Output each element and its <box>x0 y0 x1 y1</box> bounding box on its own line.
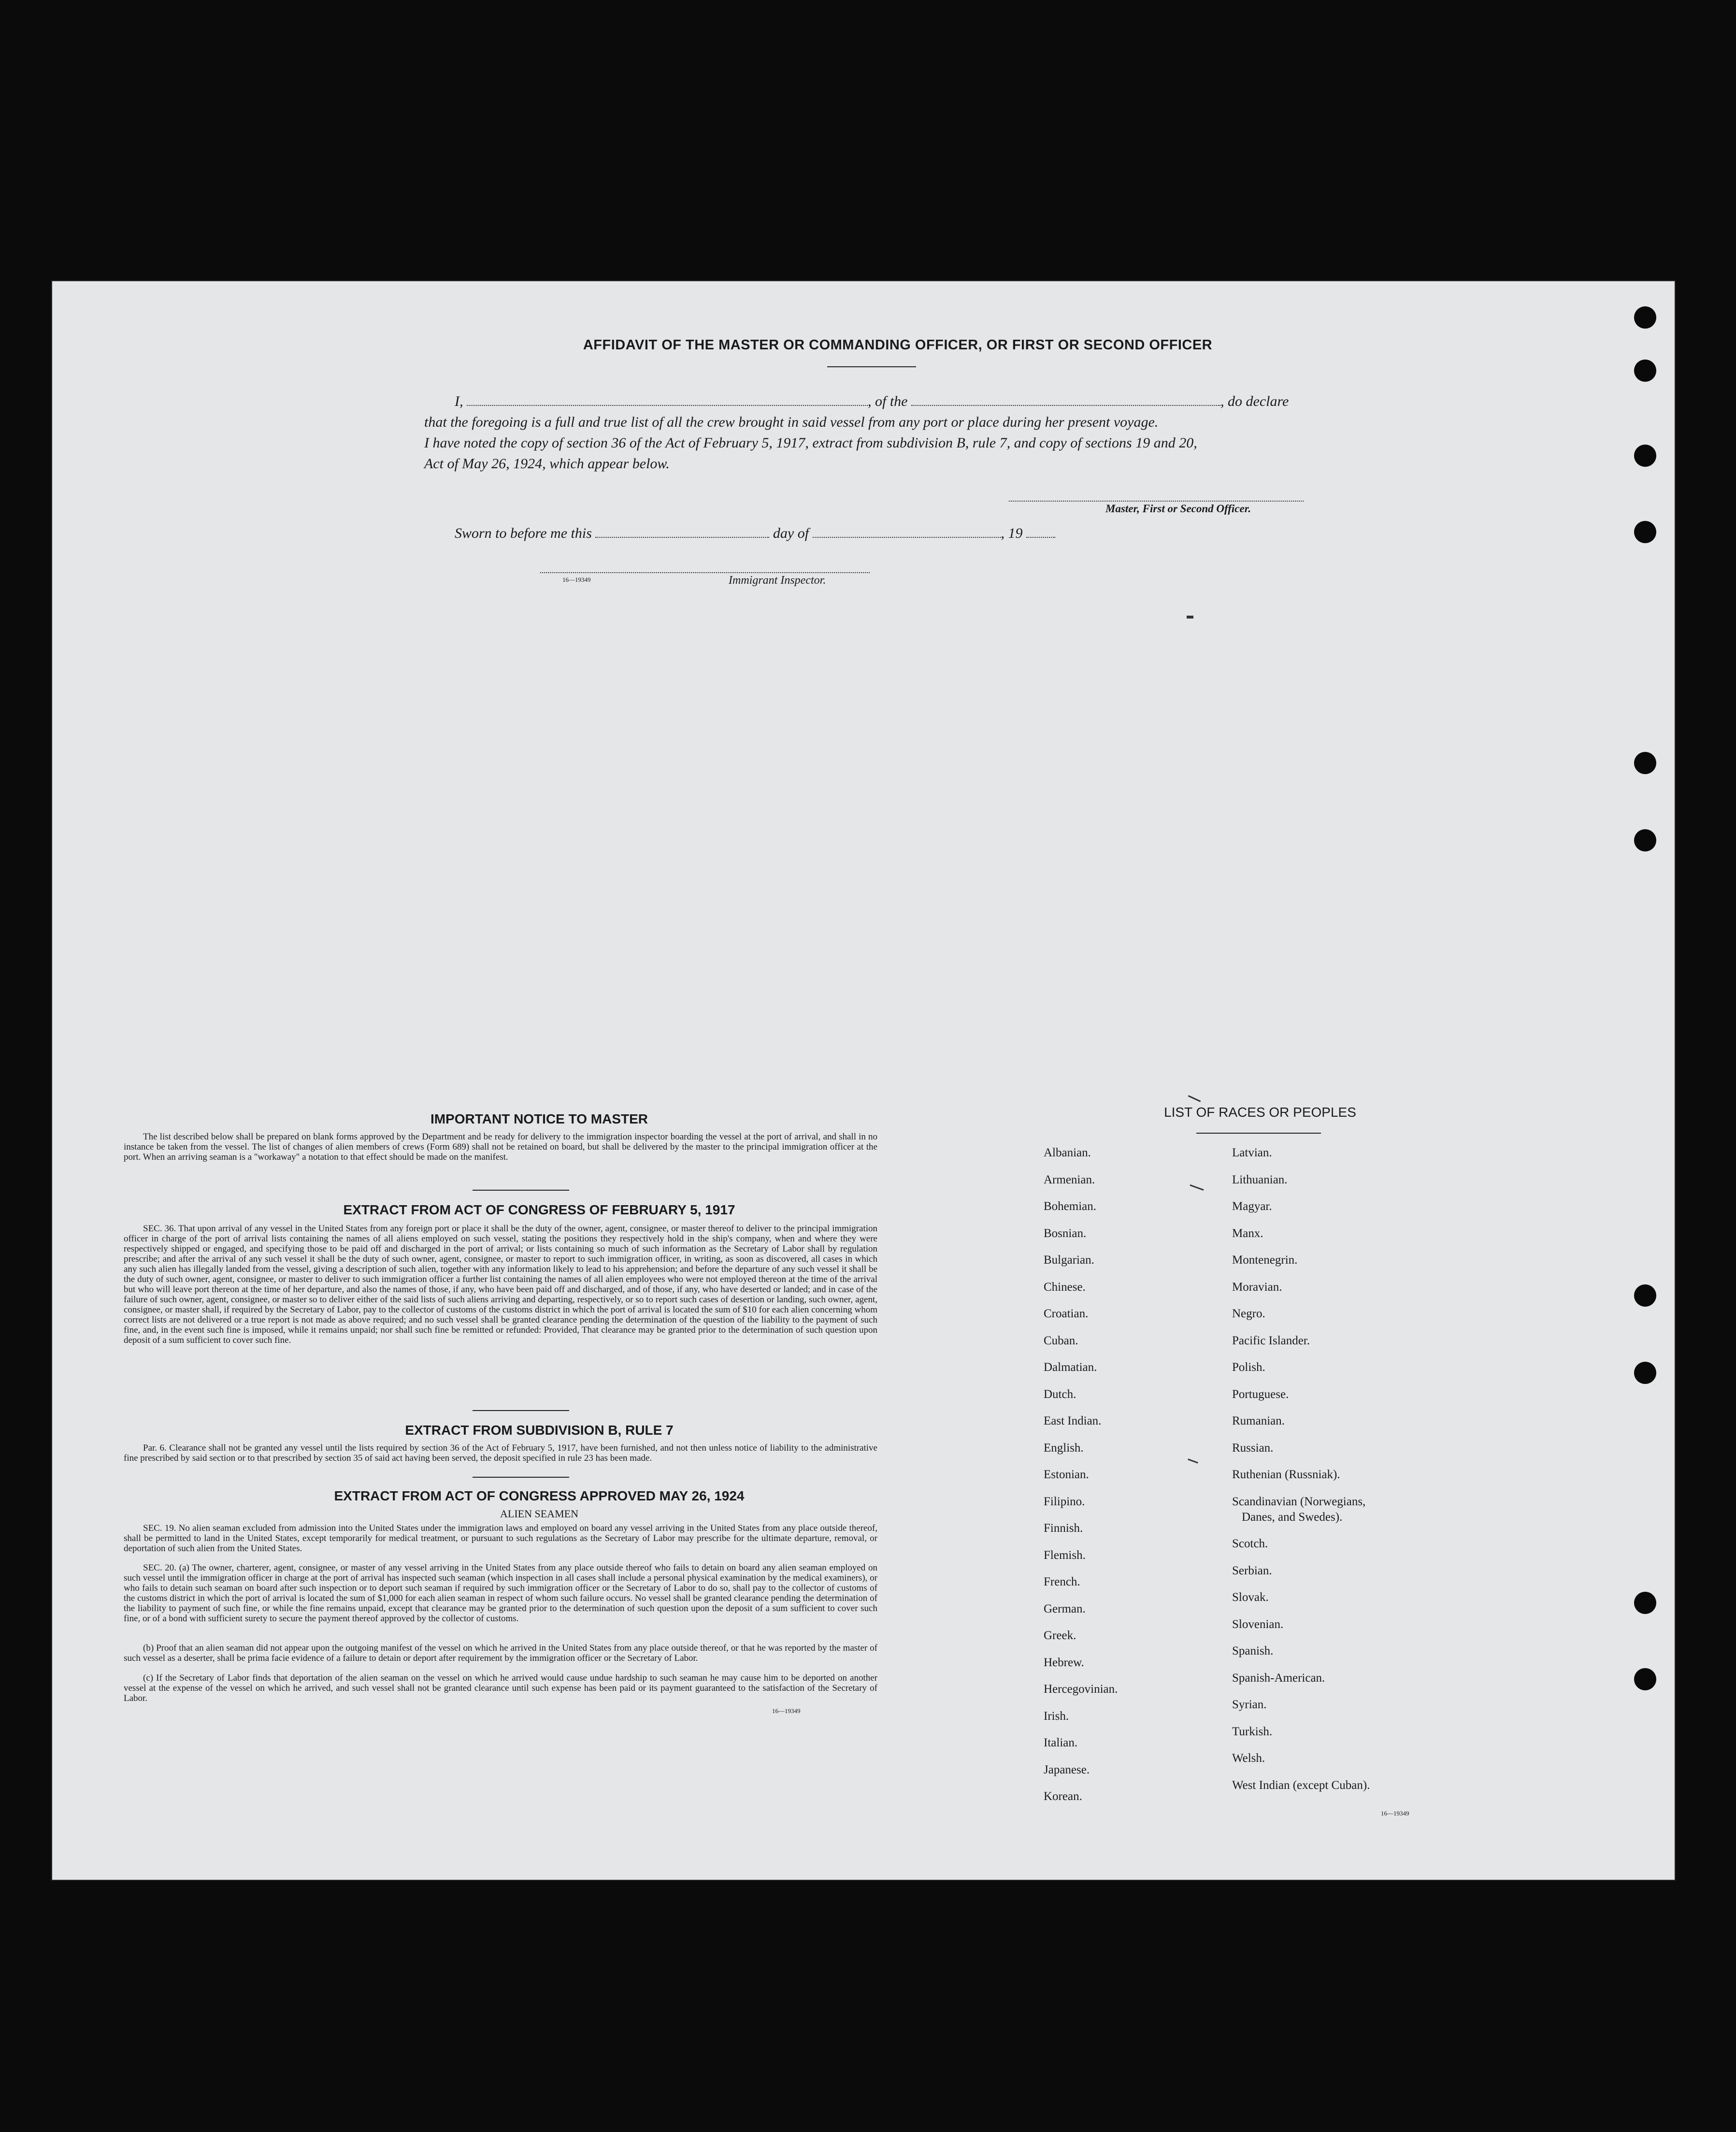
year-prefix: , 19 <box>1001 525 1023 541</box>
races-rule <box>1196 1133 1321 1134</box>
extract-rule7-title: EXTRACT FROM SUBDIVISION B, RULE 7 <box>405 1423 674 1438</box>
race-item: Korean. <box>1044 1790 1082 1803</box>
sworn-month-field[interactable] <box>813 526 1001 538</box>
notice-title: IMPORTANT NOTICE TO MASTER <box>430 1111 648 1126</box>
extract-1924-sec20b: (b) Proof that an alien seaman did not appear upon the outgoing manifest of the vessel on which he arrived in the United States from any place outside thereof, or that he was reported by the master of such vessel as a deserter, shall be prima facie evidence of a failure to detain or deport after requirement by the immigration officer or the Secretary of Labor. <box>124 1643 877 1663</box>
binder-hole <box>1634 306 1656 329</box>
extract-1924-form-number: 16—19349 <box>772 1707 801 1714</box>
notice-rule <box>473 1190 569 1191</box>
binder-hole <box>1634 1362 1656 1384</box>
races-left-column <box>1044 1146 1118 1817</box>
race-item: Spanish. <box>1232 1644 1274 1657</box>
stray-mark <box>1190 1184 1204 1191</box>
race-item: Scandinavian (Norwegians, <box>1232 1495 1366 1508</box>
race-item: Flemish. <box>1044 1548 1086 1562</box>
race-item: Polish. <box>1232 1361 1265 1374</box>
race-item: Portuguese. <box>1232 1387 1289 1401</box>
name-field[interactable] <box>467 394 868 406</box>
race-item: Serbian. <box>1232 1564 1272 1577</box>
declaration-line <box>455 393 1373 410</box>
stray-mark <box>1188 1095 1201 1102</box>
race-item: Welsh. <box>1232 1752 1265 1765</box>
race-item: Croatian. <box>1044 1307 1089 1320</box>
race-item: Danes, and Swedes). <box>1242 1510 1343 1524</box>
race-item: Finnish. <box>1044 1522 1083 1535</box>
race-item: Bulgarian. <box>1044 1253 1094 1267</box>
extract-1917-title: EXTRACT FROM ACT OF CONGRESS OF FEBRUARY 5, 1917 <box>343 1202 735 1217</box>
binder-hole <box>1634 360 1656 382</box>
race-item: Slovak. <box>1232 1591 1269 1604</box>
race-item: Montenegrin. <box>1232 1253 1298 1267</box>
race-item: Magyar. <box>1232 1200 1272 1213</box>
race-item: Armenian. <box>1044 1173 1095 1186</box>
affidavit-title: AFFIDAVIT OF THE MASTER OR COMMANDING OFFICER, OR FIRST OR SECOND OFFICER <box>583 337 1213 353</box>
extract-1924-sec19: SEC. 19. No alien seaman excluded from admission into the United States under the immigration laws and employed on board any vessel arriving in the United States from any place outside thereof, shall be permitted to land in the United States, except temporarily for medical treatment, or pursuant to such regulations as the Secretary of Labor may prescribe for the ultimate departure, removal, or deportation of such alien from the United States. <box>124 1523 877 1554</box>
race-item: English. <box>1044 1441 1084 1455</box>
inspector-label: Immigrant Inspector. <box>729 574 826 587</box>
body-line-3: Act of May 26, 1924, which appear below. <box>424 456 670 472</box>
race-item: Albanian. <box>1044 1146 1091 1159</box>
binder-hole <box>1634 1668 1656 1690</box>
declare-i: I, <box>455 393 463 409</box>
race-item: Rumanian. <box>1232 1414 1285 1427</box>
stray-mark <box>1188 1458 1198 1463</box>
races-form-number: 16—19349 <box>1381 1810 1409 1817</box>
day-of: day of <box>773 525 809 541</box>
race-item: Scotch. <box>1232 1537 1268 1550</box>
vessel-field[interactable] <box>911 394 1220 406</box>
sworn-label: Sworn to before me this <box>455 525 592 541</box>
race-item: West Indian (except Cuban). <box>1232 1778 1370 1792</box>
race-item: Turkish. <box>1232 1725 1273 1738</box>
binder-hole <box>1634 445 1656 467</box>
race-item: Moravian. <box>1232 1280 1282 1294</box>
extract-1924-title: EXTRACT FROM ACT OF CONGRESS APPROVED MAY 26, 1924 <box>334 1488 745 1503</box>
race-item: German. <box>1044 1602 1086 1615</box>
binder-hole <box>1634 752 1656 774</box>
sworn-line <box>455 525 1179 542</box>
race-item: Dalmatian. <box>1044 1361 1097 1374</box>
race-item: Cuban. <box>1044 1334 1078 1347</box>
race-item: Syrian. <box>1232 1698 1267 1711</box>
body-line-1: that the foregoing is a full and true list of all the crew brought in said vessel from any port or place during her present voyage. <box>424 414 1159 430</box>
race-item: Dutch. <box>1044 1387 1076 1401</box>
race-item: Estonian. <box>1044 1468 1089 1481</box>
extract-rule7-text: Par. 6. Clearance shall not be granted any vessel until the lists required by section 36 of the Act of February 5, 1917, have been furnished, and not then unless notice of liability to the administrative fine prescribed by said section or to that prescribed by section 35 of said act having been served, the deposit specified in rule 23 has been made. <box>124 1443 877 1463</box>
signature-line[interactable] <box>1009 501 1304 502</box>
race-item: Russian. <box>1232 1441 1274 1455</box>
declare-of-the: , of the <box>868 393 908 409</box>
declare-end: , do declare <box>1220 393 1289 409</box>
race-item: Spanish-American. <box>1232 1671 1325 1685</box>
races-right-column <box>1232 1146 1370 1805</box>
extract-1917-rule <box>473 1410 569 1411</box>
race-item: Manx. <box>1232 1226 1263 1240</box>
race-item: Hercegovinian. <box>1044 1683 1118 1696</box>
notice-text: The list described below shall be prepared on blank forms approved by the Department and be ready for delivery to the immigration inspector boarding the vessel at the port of arrival, and shall in no instance be taken from the vessel. The list of changes of alien members of crews (Form 689) shall not be retained on board, but shall be delivered by the master to the principal immigration officer at the port. When an arriving seaman is a "workaway" a notation to that effect should be made on the manifest. <box>124 1132 877 1162</box>
race-item: Latvian. <box>1232 1146 1272 1159</box>
race-item: Italian. <box>1044 1736 1078 1749</box>
binder-hole <box>1634 1284 1656 1307</box>
signature-label: Master, First or Second Officer. <box>1105 503 1251 515</box>
race-item: Chinese. <box>1044 1280 1086 1294</box>
race-item: Irish. <box>1044 1709 1069 1723</box>
sworn-year-field[interactable] <box>1026 526 1055 538</box>
body-line-2: I have noted the copy of section 36 of the Act of February 5, 1917, extract from subdivision B, rule 7, and copy of sections 19 and 20, <box>424 435 1197 451</box>
race-item: French. <box>1044 1575 1080 1588</box>
extract-1924-sec20c: (c) If the Secretary of Labor finds that deportation of the alien seaman on the vessel on which he arrived would cause undue hardship to such seaman he may cause him to be deported on another vessel at the expense of the vessel on which he arrived, and such vessel shall not be granted clearance until such expense has been paid or its payment guaranteed to the satisfaction of the Secretary of Labor. <box>124 1673 877 1703</box>
race-item: Bosnian. <box>1044 1226 1087 1240</box>
races-title: LIST OF RACES OR PEOPLES <box>1164 1105 1356 1120</box>
binder-hole <box>1634 1592 1656 1614</box>
extract-rule7-rule <box>473 1477 569 1478</box>
race-item: East Indian. <box>1044 1414 1102 1427</box>
extract-1924-sec20a: SEC. 20. (a) The owner, charterer, agent, consignee, or master of any vessel arriving in the United States from any place outside thereof who fails to detain on board any alien seaman employed on such vessel until the immigration officer in charge at the port of arrival has inspected such seaman (which inspection in all cases shall include a personal physical examination by the medical examiners), or who fails to detain such seaman on board after such inspection or to deport such seaman if required by such immigration officer or the Secretary of Labor to do so, shall pay to the collector of customs of the customs district in which the port of arrival is located the sum of $1,000 for each alien seaman in respect of whom such failure occurs. No vessel shall be granted clearance pending the determination of the liability to payment of such fine, or while the fine remains unpaid, except that clearance may be granted prior to the determination of such question upon the deposit of a sum sufficient to cover such fine, or of a bond with sufficient surety to secure the payment thereof approved by the collector of customs. <box>124 1563 877 1624</box>
extract-1924-subtitle: ALIEN SEAMEN <box>500 1508 578 1520</box>
stray-mark <box>1187 616 1193 619</box>
title-underline <box>827 366 916 367</box>
binder-hole <box>1634 829 1656 851</box>
race-item: Pacific Islander. <box>1232 1334 1310 1347</box>
binder-hole <box>1634 521 1656 543</box>
race-item: Slovenian. <box>1232 1617 1284 1631</box>
extract-1917-text: SEC. 36. That upon arrival of any vessel in the United States from any foreign port or place it shall be the duty of the owner, agent, consignee, or master thereof to deliver to the principal immigration officer in charge of the port of arrival lists containing the names of all aliens employed on such vessel, stating the positions they respectively hold in the ship's company, when and where they were respectively shipped or engaged, and specifying those to be paid off and discharged in the port of arrival; or lists containing so much of such information as the Secretary of Labor shall by regulation prescribe; and after the arrival of any such vessel it shall be the duty of such owner, agent, consignee, or master to report to such immigration officer, in writing, as soon as discovered, all cases in which any such alien has illegally landed from the vessel, giving a description of such alien, together with any information likely to lead to his apprehension; and before the departure of any such vessel it shall be the duty of such owner, agent, consignee, or master to deliver to such immigration officer a further list containing the names of all alien employees who were not employed thereon at the time of the arrival but who will leave port thereon at the time of her departure, and also the names of those, if any, who have been paid off and discharged, and of those, if any, who have deserted or landed; and in case of the failure of such owner, agent, consignee, or master so to deliver either of the said lists of such aliens arriving and departing, respectively, or so to report such cases of desertion or landing, such owner, agent, consignee, or master shall, if required by the Secretary of Labor, pay to the collector of customs of the customs district in which the port of arrival is located the sum of $10 for each alien concerning whom correct lists are not delivered or a true report is not made as above required; and no such vessel shall be granted clearance pending the determination of the question of the liability to the payment of such fine, and, in the event such fine is imposed, while it remains unpaid; nor shall such fine be remitted or refunded: Provided, That clearance may be granted prior to the determination of such question upon deposit of a sum sufficient to cover such fine. <box>124 1224 877 1345</box>
race-item: Bohemian. <box>1044 1200 1097 1213</box>
affidavit-form-number: 16—19349 <box>562 576 591 583</box>
race-item: Greek. <box>1044 1629 1076 1642</box>
sworn-day-field[interactable] <box>595 526 769 538</box>
race-item: Japanese. <box>1044 1763 1090 1776</box>
race-item: Negro. <box>1232 1307 1265 1320</box>
race-item: Filipino. <box>1044 1495 1085 1508</box>
inspector-line[interactable] <box>540 572 870 573</box>
race-item: Hebrew. <box>1044 1656 1084 1669</box>
race-item: Lithuanian. <box>1232 1173 1288 1186</box>
race-item: Ruthenian (Russniak). <box>1232 1468 1340 1481</box>
form-page <box>52 281 1675 1880</box>
